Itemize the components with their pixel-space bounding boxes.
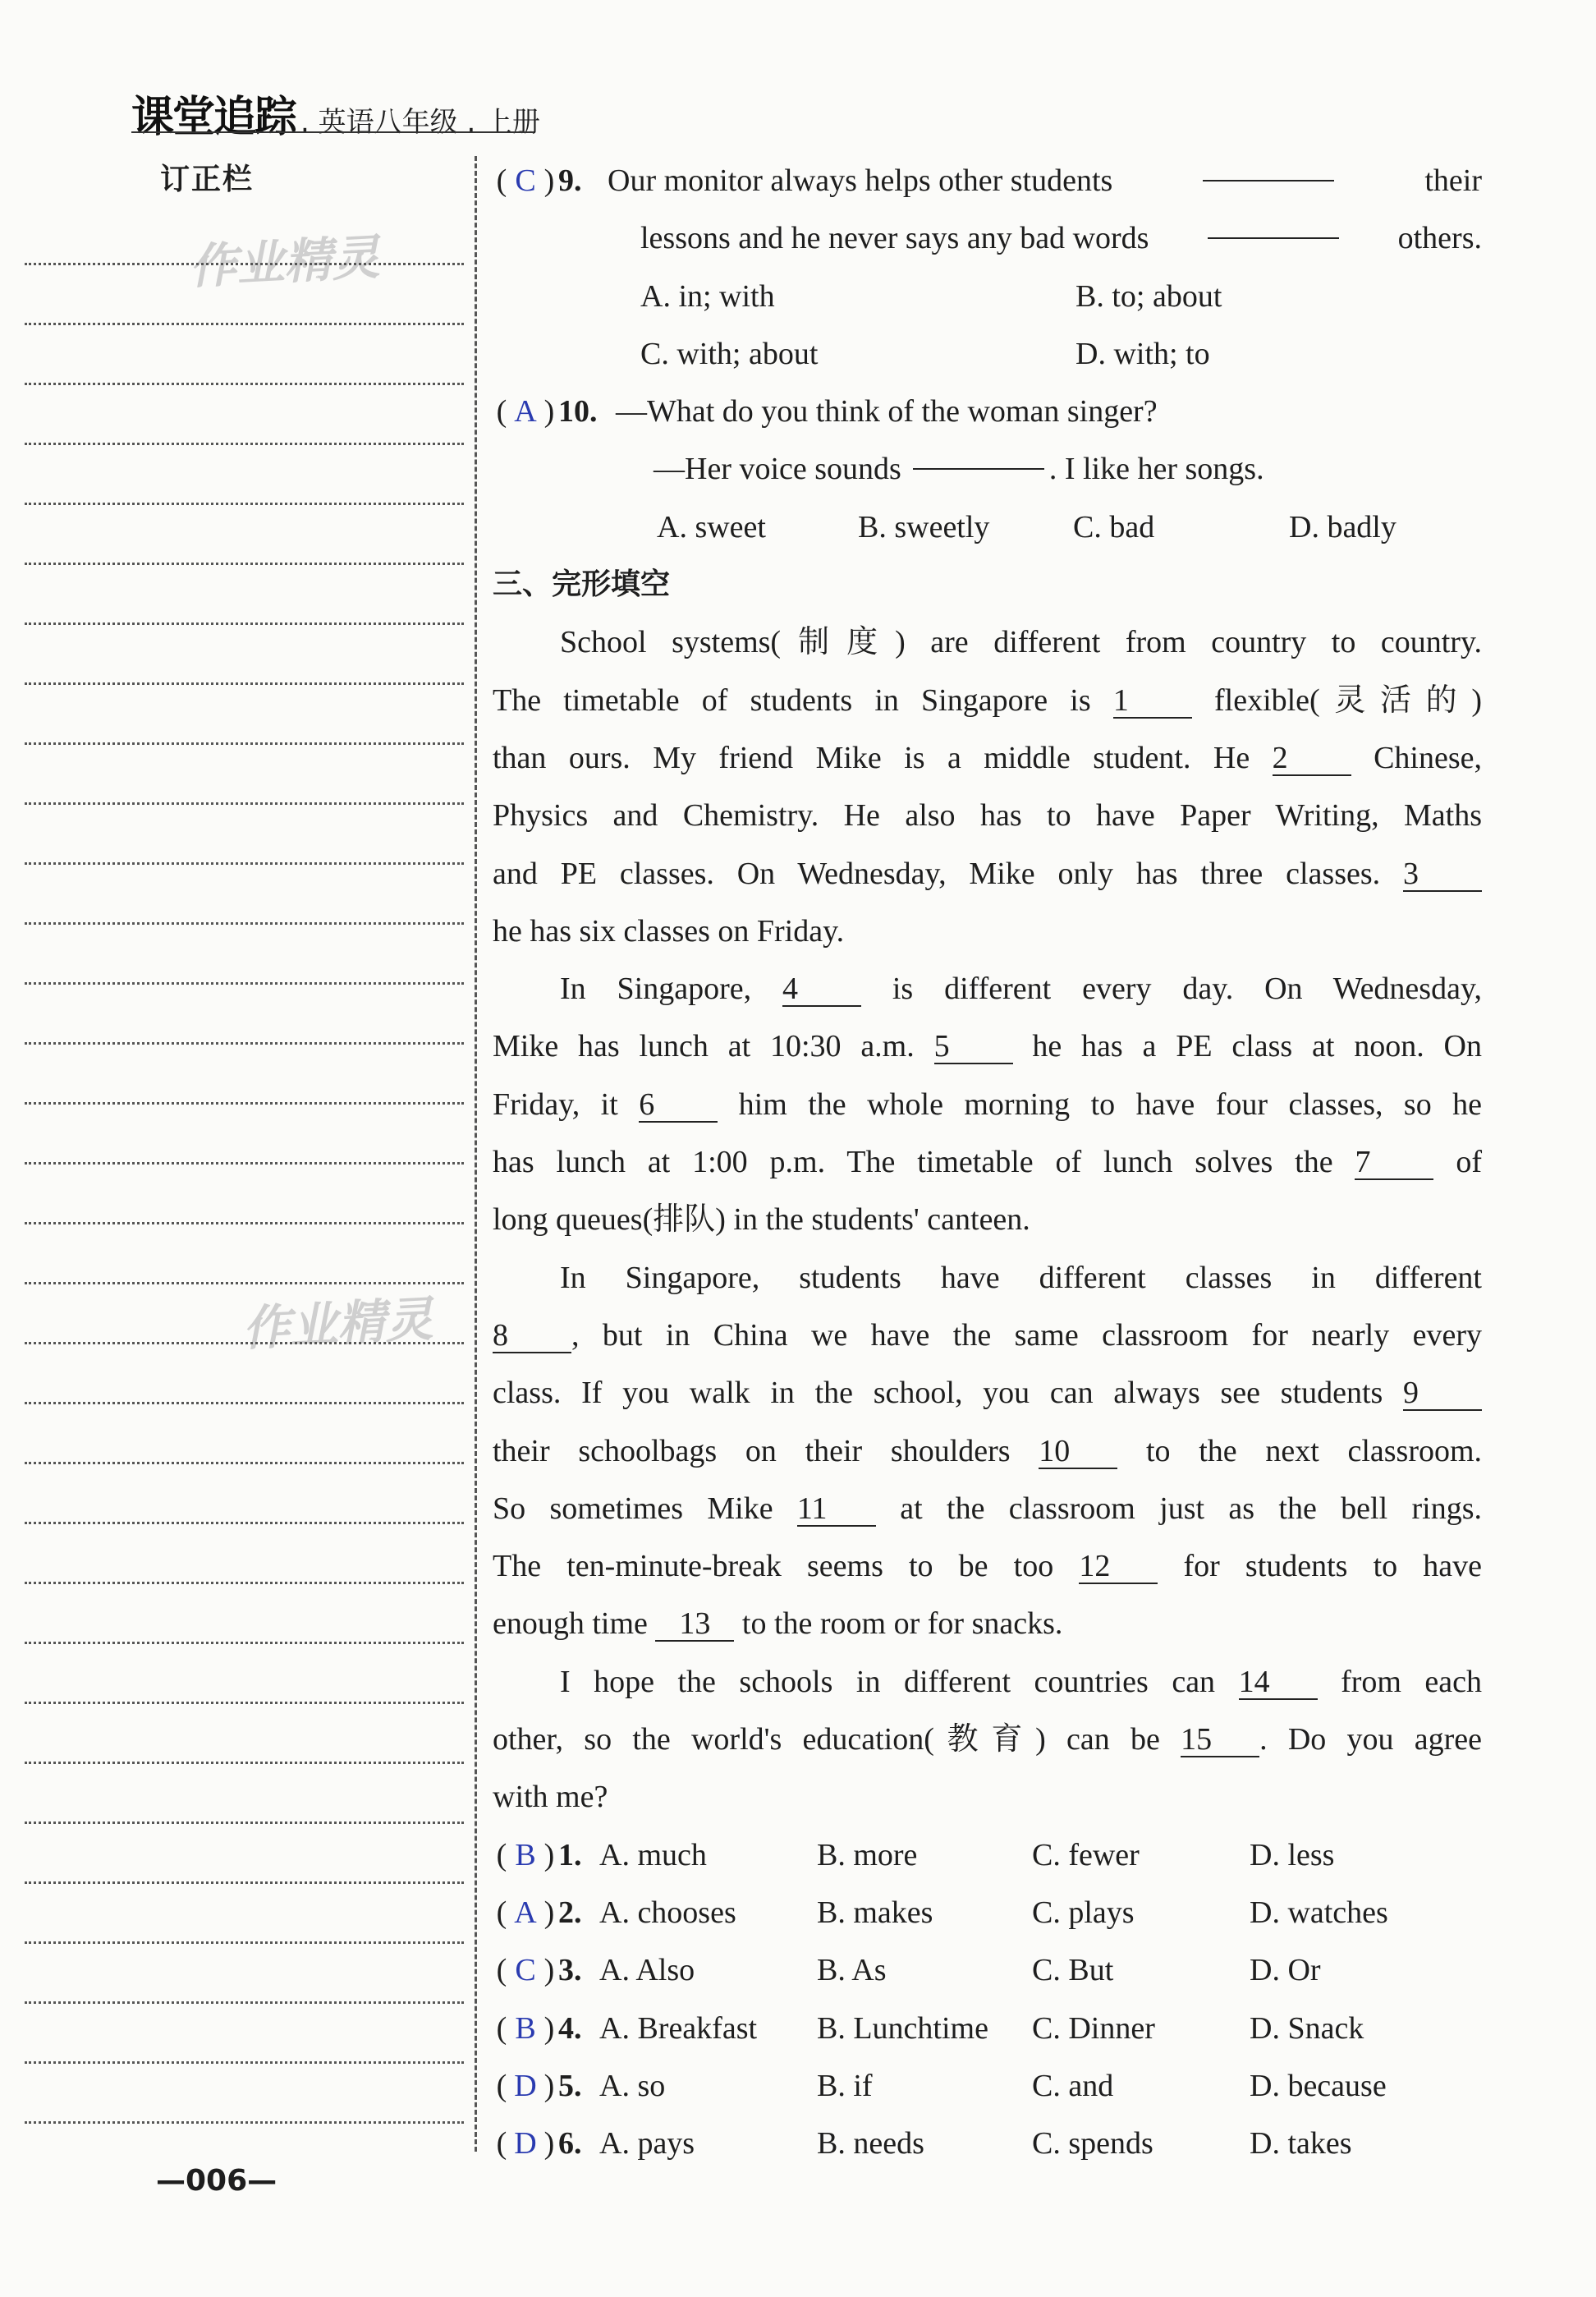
correction-line — [25, 1042, 464, 1045]
question-text: lessons and he never says any bad words — [640, 221, 1149, 256]
blank-5: 5 — [934, 1030, 1013, 1064]
passage-line: Friday, it 6 him the whole morning to have four classes, so he — [493, 1086, 1483, 1122]
correction-line — [25, 1402, 464, 1404]
answer-mark: B — [515, 2010, 536, 2046]
correction-line — [25, 1522, 464, 1524]
column-separator — [475, 156, 477, 2152]
answer-mark: B — [515, 1837, 536, 1872]
blank-12: 12 — [1079, 1550, 1158, 1584]
correction-line — [25, 503, 464, 505]
option-c: C. bad — [1073, 509, 1155, 544]
passage-line: and PE classes. On Wednesday, Mike only has three classes. 3 — [493, 845, 1482, 903]
blank-6: 6 — [639, 1088, 718, 1123]
blank-13: 13 — [655, 1607, 734, 1642]
question-text: . I like her songs. — [1048, 452, 1264, 487]
brand-logo: 课堂追踪 — [131, 93, 296, 142]
option-c: C. Dinner — [1032, 2010, 1155, 2046]
option-a: A. chooses — [599, 1895, 736, 1930]
answer-mark: C — [515, 163, 536, 198]
passage-line: So sometimes Mike 11 at the classroom just as the bell rings. — [493, 1491, 1483, 1526]
answer-blank — [1208, 209, 1339, 239]
correction-line — [25, 982, 464, 985]
correction-line — [25, 682, 464, 685]
question-number: 10. — [558, 394, 598, 430]
option-a: A. so — [599, 2068, 666, 2103]
option-b: B. As — [817, 1953, 887, 1988]
question-10: ( A ) 10. —What do you think of the woman singer? — [493, 383, 1482, 440]
page-header — [131, 82, 540, 144]
option-a: A. Breakfast — [599, 2010, 758, 2046]
cloze-question-2: ( A ) 2. A. chooses B. makes C. plays D. watches — [493, 1884, 1482, 1941]
cloze-question-6: ( D ) 6. A. pays B. needs C. spends D. takes — [493, 2115, 1482, 2172]
question-9-line2 — [493, 209, 1482, 267]
blank-7: 7 — [1355, 1146, 1433, 1180]
option-d: D. Snack — [1250, 2010, 1364, 2046]
option-d: D. Or — [1250, 1953, 1321, 1988]
answer-blank — [1203, 152, 1334, 181]
passage-line: In Singapore, students have different classes in different — [560, 1260, 1482, 1295]
correction-line — [25, 263, 464, 265]
passage-line: I hope the schools in different countries can 14 from each — [560, 1664, 1483, 1699]
blank-1: 1 — [1113, 684, 1192, 719]
passage-line: School systems(制度) are different from country to country. — [560, 625, 1482, 660]
passage-line: The timetable of students in Singapore is 1 flexible(灵活的) — [493, 682, 1483, 718]
passage-line: enough time 13 to the room or for snacks. — [493, 1606, 1063, 1642]
option-a: A. Also — [599, 1953, 695, 1988]
blank-3: 3 — [1403, 857, 1482, 892]
correction-line — [25, 2001, 464, 2004]
option-d: D. badly — [1289, 509, 1396, 544]
question-text: others. — [1397, 221, 1482, 256]
passage-line: has lunch at 1:00 p.m. The timetable of lunch solves the 7 of — [493, 1145, 1483, 1180]
correction-line — [25, 563, 464, 565]
correction-line — [25, 742, 464, 745]
question-text: their — [1424, 163, 1482, 198]
option-d: D. watches — [1250, 1895, 1388, 1930]
correction-line — [25, 1282, 464, 1284]
correction-line — [25, 1881, 464, 1884]
correction-line — [25, 1162, 464, 1165]
option-c: C. spends — [1032, 2126, 1153, 2161]
watermark: 作业精灵 — [241, 1290, 434, 1358]
correction-line — [25, 862, 464, 865]
option-b: B. more — [817, 1837, 918, 1872]
header-rule — [131, 131, 534, 133]
passage-line: their schoolbags on their shoulders 10 to the next classroom. — [493, 1433, 1483, 1468]
book-subtitle: . 英语八年级 . 上册 — [300, 106, 541, 139]
passage-line: The ten-minute-break seems to be too 12 for students to have — [493, 1549, 1482, 1584]
cloze-question-1: ( B ) 1. A. much B. more C. fewer D. less — [493, 1826, 1482, 1884]
correction-line — [25, 1941, 464, 1944]
question-text: Our monitor always helps other students — [608, 163, 1113, 198]
blank-8: 8 — [493, 1319, 571, 1353]
watermark: 作业精灵 — [187, 228, 381, 296]
option-c: C. plays — [1032, 1895, 1135, 1930]
blank-2: 2 — [1273, 742, 1351, 776]
cloze-question-3: ( C ) 3. A. Also B. As C. But D. Or — [493, 1941, 1482, 1999]
option-b: B. if — [817, 2068, 873, 2103]
passage-line: he has six classes on Friday. — [493, 913, 845, 949]
cloze-question-5: ( D ) 5. A. so B. if C. and D. because — [493, 2057, 1482, 2115]
answer-mark: A — [514, 394, 537, 430]
blank-11: 11 — [797, 1492, 876, 1527]
passage-line: with me? — [493, 1780, 608, 1815]
correction-line — [25, 443, 464, 445]
section-title: 三、完形填空 — [493, 567, 671, 602]
cloze-question-4: ( B ) 4. A. Breakfast B. Lunchtime C. Dinner D. Snack — [493, 2000, 1482, 2057]
option-b: B. to; about — [1075, 278, 1222, 314]
passage-line: Physics and Chemistry. He also has to have Paper Writing, Maths — [493, 798, 1482, 834]
correction-line — [25, 383, 464, 385]
option-a: A. in; with — [640, 278, 775, 314]
page-number: —006— — [156, 2164, 277, 2198]
question-text: —Her voice sounds — [654, 452, 901, 487]
answer-mark: C — [515, 1953, 536, 1988]
option-b: B. Lunchtime — [817, 2010, 988, 2046]
question-number: 9. — [558, 163, 582, 198]
correction-line — [25, 1822, 464, 1824]
correction-line — [25, 1642, 464, 1644]
option-d: D. with; to — [1075, 336, 1210, 371]
answer-blank — [913, 440, 1044, 470]
option-d: D. because — [1250, 2068, 1387, 2103]
option-a: A. much — [599, 1837, 707, 1872]
passage-line: long queues(排队) in the students' canteen. — [493, 1202, 1030, 1238]
option-d: D. less — [1250, 1837, 1335, 1872]
option-b: B. needs — [817, 2126, 924, 2161]
options-row — [493, 498, 1482, 556]
correction-line — [25, 1462, 464, 1464]
blank-14: 14 — [1239, 1665, 1318, 1700]
question-10-line2 — [493, 440, 1482, 498]
answer-mark: D — [514, 2068, 537, 2103]
blank-9: 9 — [1403, 1376, 1482, 1411]
correction-line — [25, 1102, 464, 1105]
correction-line — [25, 2061, 464, 2064]
option-c: C. fewer — [1032, 1837, 1140, 1872]
correction-line — [25, 802, 464, 805]
options-row — [493, 325, 1482, 383]
blank-4: 4 — [782, 972, 861, 1007]
blank-15: 15 — [1181, 1723, 1259, 1757]
option-b: B. makes — [817, 1895, 933, 1930]
option-c: C. with; about — [640, 336, 819, 371]
correction-line — [25, 1702, 464, 1704]
correction-column-label: 订正栏 — [160, 163, 255, 196]
exercise-content — [493, 152, 1482, 2172]
answer-mark: D — [514, 2126, 537, 2161]
passage-line: class. If you walk in the school, you can always see students 9 — [493, 1364, 1482, 1422]
answer-mark: A — [514, 1895, 537, 1930]
passage-line: Mike has lunch at 10:30 a.m. 5 he has a PE class at noon. On — [493, 1029, 1483, 1064]
correction-line — [25, 2121, 464, 2124]
blank-10: 10 — [1039, 1435, 1117, 1469]
option-a: A. sweet — [657, 509, 766, 544]
passage-line: other, so the world's education(教育) can be 15 . Do you agree — [493, 1722, 1483, 1757]
correction-line — [25, 922, 464, 925]
correction-line — [25, 323, 464, 325]
question-text: —What do you think of the woman singer? — [616, 394, 1158, 430]
option-d: D. takes — [1250, 2126, 1352, 2161]
passage-line: 8 , but in China we have the same classroom for nearly every — [493, 1317, 1482, 1353]
passage-line: In Singapore, 4 is different every day. On Wednesday, — [560, 972, 1482, 1007]
correction-line — [25, 1582, 464, 1584]
correction-line — [25, 1222, 464, 1224]
correction-line — [25, 622, 464, 625]
option-c: C. But — [1032, 1953, 1114, 1988]
option-a: A. pays — [599, 2126, 695, 2161]
correction-line — [25, 1762, 464, 1764]
correction-line — [25, 1342, 464, 1344]
option-b: B. sweetly — [858, 509, 990, 544]
question-9: ( C ) 9. Our monitor always helps other students their — [493, 152, 1482, 209]
options-row — [493, 268, 1482, 325]
passage-line: than ours. My friend Mike is a middle student. He 2 Chinese, — [493, 740, 1482, 775]
option-c: C. and — [1032, 2068, 1114, 2103]
